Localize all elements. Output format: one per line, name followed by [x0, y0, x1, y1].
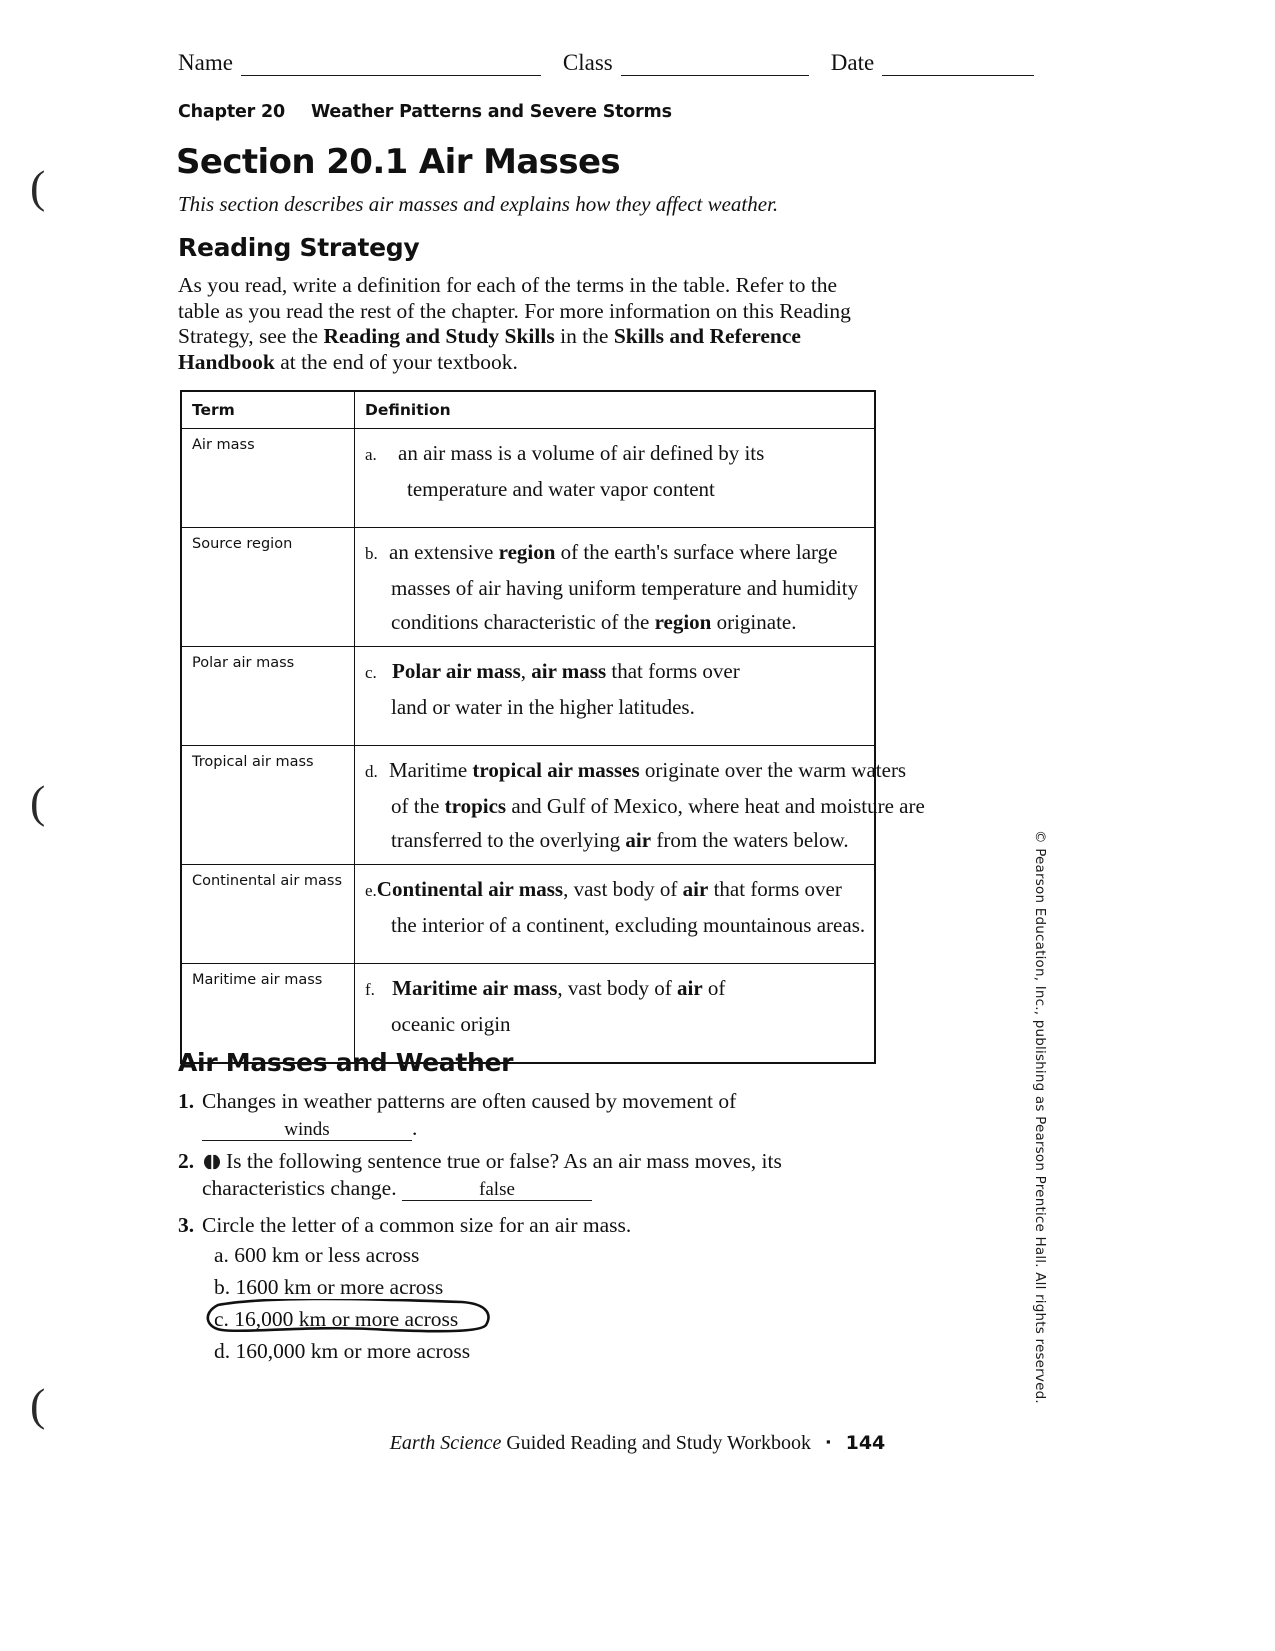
answer-line-3	[365, 823, 925, 857]
table-header-row	[182, 392, 874, 429]
choice-c[interactable]	[214, 1303, 898, 1335]
definition-cell[interactable]	[355, 865, 874, 963]
question-1-text: Changes in weather patterns are often caused by movement of	[202, 1089, 737, 1113]
answer-line-3b: from the waters below.	[651, 828, 849, 852]
globe-icon	[204, 1154, 220, 1170]
student-answer	[365, 436, 874, 506]
question-1-period: .	[412, 1116, 418, 1140]
question-1	[178, 1088, 898, 1142]
copyright-notice: © Pearson Education, Inc., publishing as Pearson Prentice Hall. All rights reserved.	[1032, 830, 1048, 1404]
name-label: Name	[178, 50, 233, 75]
answer-line-3	[365, 605, 874, 639]
answer-mid: , vast body of	[563, 877, 683, 901]
choice-a-label: a.	[214, 1243, 229, 1267]
term-cell: Air mass	[182, 429, 355, 527]
definition-cell[interactable]	[355, 528, 874, 646]
question-2-text-line2: characteristics change.	[202, 1176, 397, 1200]
scan-artifact-paren: (	[30, 1379, 46, 1430]
choice-a-text: 600 km or less across	[234, 1243, 420, 1267]
term-cell: Maritime air mass	[182, 964, 355, 1062]
class-label: Class	[562, 50, 613, 75]
answer-line-2-bold: tropics	[444, 794, 507, 818]
column-header-term: Term	[182, 392, 355, 428]
question-3	[178, 1212, 898, 1367]
question-2	[178, 1148, 898, 1202]
student-answer	[365, 753, 925, 857]
question-2-number: 2.	[178, 1149, 195, 1173]
choice-b[interactable]	[214, 1271, 898, 1303]
definition-cell[interactable]	[355, 746, 925, 864]
reading-strategy-heading: Reading Strategy	[178, 233, 420, 262]
choice-d-text: 160,000 km or more across	[235, 1339, 471, 1363]
scan-artifact-paren: (	[30, 776, 46, 827]
answer-tail: of	[702, 976, 726, 1000]
answer-line-2	[365, 789, 925, 823]
choice-b-label: b.	[214, 1275, 231, 1299]
question-1-number: 1.	[178, 1089, 195, 1113]
question-3-choices	[214, 1239, 898, 1367]
rs-text-1: As you read, write a definition for each of the terms in the table. Refer to the table as you read the rest of the chapter. For more information on this Reading Strategy, see the	[178, 273, 851, 348]
class-input-blank[interactable]	[621, 55, 809, 76]
answer-line-2a: of the	[391, 794, 445, 818]
answer-letter: e.	[365, 881, 377, 900]
question-1-answer-blank[interactable]: winds	[202, 1120, 412, 1141]
answer-letter: b.	[365, 544, 378, 563]
chapter-title: Weather Patterns and Severe Storms	[310, 102, 672, 122]
answer-line-2: oceanic origin	[391, 1012, 511, 1036]
answer-line-3b: originate.	[711, 610, 797, 634]
answer-line-1	[380, 976, 725, 1000]
answer-line-2: temperature and water vapor content	[407, 477, 715, 501]
footer-title-italic: Earth Science	[389, 1432, 502, 1454]
name-input-blank[interactable]	[241, 55, 541, 76]
answer-bold-a: Polar air mass	[392, 659, 521, 683]
answer-mid: , vast body of	[557, 976, 677, 1000]
footer-bullet-icon: ▪	[826, 1434, 831, 1449]
question-2-answer-blank[interactable]: false	[402, 1180, 592, 1201]
answer-letter: a.	[365, 445, 377, 464]
term-cell: Tropical air mass	[182, 746, 355, 864]
section-subtitle: This section describes air masses and explains how they affect weather.	[178, 192, 779, 216]
terms-definitions-table	[180, 390, 925, 1064]
answer-tail: that forms over	[606, 659, 740, 683]
table-row	[182, 429, 874, 528]
answer-line-1a: an extensive	[389, 540, 499, 564]
chapter-number: Chapter 20	[178, 102, 285, 122]
answer-line-1b: originate over the warm waters	[639, 758, 907, 782]
definition-cell[interactable]	[355, 647, 874, 745]
answer-bold-a: Maritime air mass	[392, 976, 558, 1000]
table-row	[182, 647, 874, 746]
student-info-row	[178, 50, 1038, 76]
page-footer	[0, 1432, 1275, 1455]
choice-d-label: d.	[214, 1339, 231, 1363]
answer-line-1a: Maritime	[389, 758, 473, 782]
term-cell: Polar air mass	[182, 647, 355, 745]
answer-line-1-bold: tropical air masses	[472, 758, 640, 782]
answer-line-2b: and Gulf of Mexico, where heat and moisture are	[506, 794, 925, 818]
rs-bold-2: Skills and Reference Handbook	[178, 324, 801, 374]
answer-line-2: masses of air having uniform temperature and humidity	[391, 576, 859, 600]
air-masses-weather-heading: Air Masses and Weather	[178, 1048, 514, 1077]
rs-text-2: in the	[554, 324, 614, 348]
answer-line-3-bold: region	[654, 610, 712, 634]
choice-a[interactable]	[214, 1239, 898, 1271]
answer-line-3-bold: air	[625, 828, 652, 852]
answer-bold-b: air	[676, 976, 703, 1000]
answer-line-3a: transferred to the overlying	[391, 828, 626, 852]
answer-bold-b: air mass	[531, 659, 607, 683]
table-row	[182, 865, 874, 964]
answer-letter: d.	[365, 762, 378, 781]
student-answer	[365, 971, 874, 1041]
student-answer	[365, 654, 874, 724]
choice-d[interactable]	[214, 1335, 898, 1367]
definition-cell[interactable]	[355, 429, 874, 527]
student-answer	[365, 872, 874, 942]
page-number: 144	[845, 1432, 886, 1454]
table-row	[182, 528, 874, 647]
rs-text-3: at the end of your textbook.	[274, 349, 518, 374]
page-title: Section 20.1 Air Masses	[176, 142, 621, 182]
question-3-number: 3.	[178, 1213, 195, 1237]
answer-tail: that forms over	[708, 877, 842, 901]
answer-line-1-bold: region	[498, 540, 556, 564]
choice-c-text: 16,000 km or more across	[234, 1307, 459, 1331]
answer-letter: f.	[365, 980, 375, 999]
date-input-blank[interactable]	[882, 55, 1034, 76]
table-row	[182, 746, 925, 865]
choice-c-label: c.	[214, 1307, 229, 1331]
answer-line-1b: of the earth's surface where large	[555, 540, 838, 564]
rs-bold-1: Reading and Study Skills	[323, 324, 555, 348]
answer-bold-b: air	[682, 877, 709, 901]
chapter-line	[178, 102, 672, 122]
term-cell: Continental air mass	[182, 865, 355, 963]
answer-line-2: land or water in the higher latitudes.	[391, 695, 695, 719]
answer-line-1: an air mass is a volume of air defined by its	[398, 441, 765, 465]
student-answer	[365, 535, 874, 639]
scan-artifact-paren: (	[30, 161, 46, 212]
reading-strategy-body	[178, 273, 878, 375]
column-header-definition: Definition	[365, 401, 451, 419]
answer-line-2: the interior of a continent, excluding mountainous areas.	[391, 913, 866, 937]
answer-mid: ,	[520, 659, 532, 683]
question-3-text: Circle the letter of a common size for an air mass.	[202, 1213, 632, 1237]
date-label: Date	[830, 50, 875, 75]
footer-title-rest: Guided Reading and Study Workbook	[506, 1432, 811, 1454]
answer-line-3a: conditions characteristic of the	[391, 610, 655, 634]
answer-line-1	[382, 659, 740, 683]
question-2-text-line1: Is the following sentence true or false? As an air mass moves, its	[226, 1149, 782, 1173]
choice-b-text: 1600 km or more across	[235, 1275, 444, 1299]
answer-letter: c.	[365, 663, 377, 682]
answer-line-1	[383, 758, 906, 782]
term-cell: Source region	[182, 528, 355, 646]
answer-bold-a: Continental air mass	[376, 877, 564, 901]
